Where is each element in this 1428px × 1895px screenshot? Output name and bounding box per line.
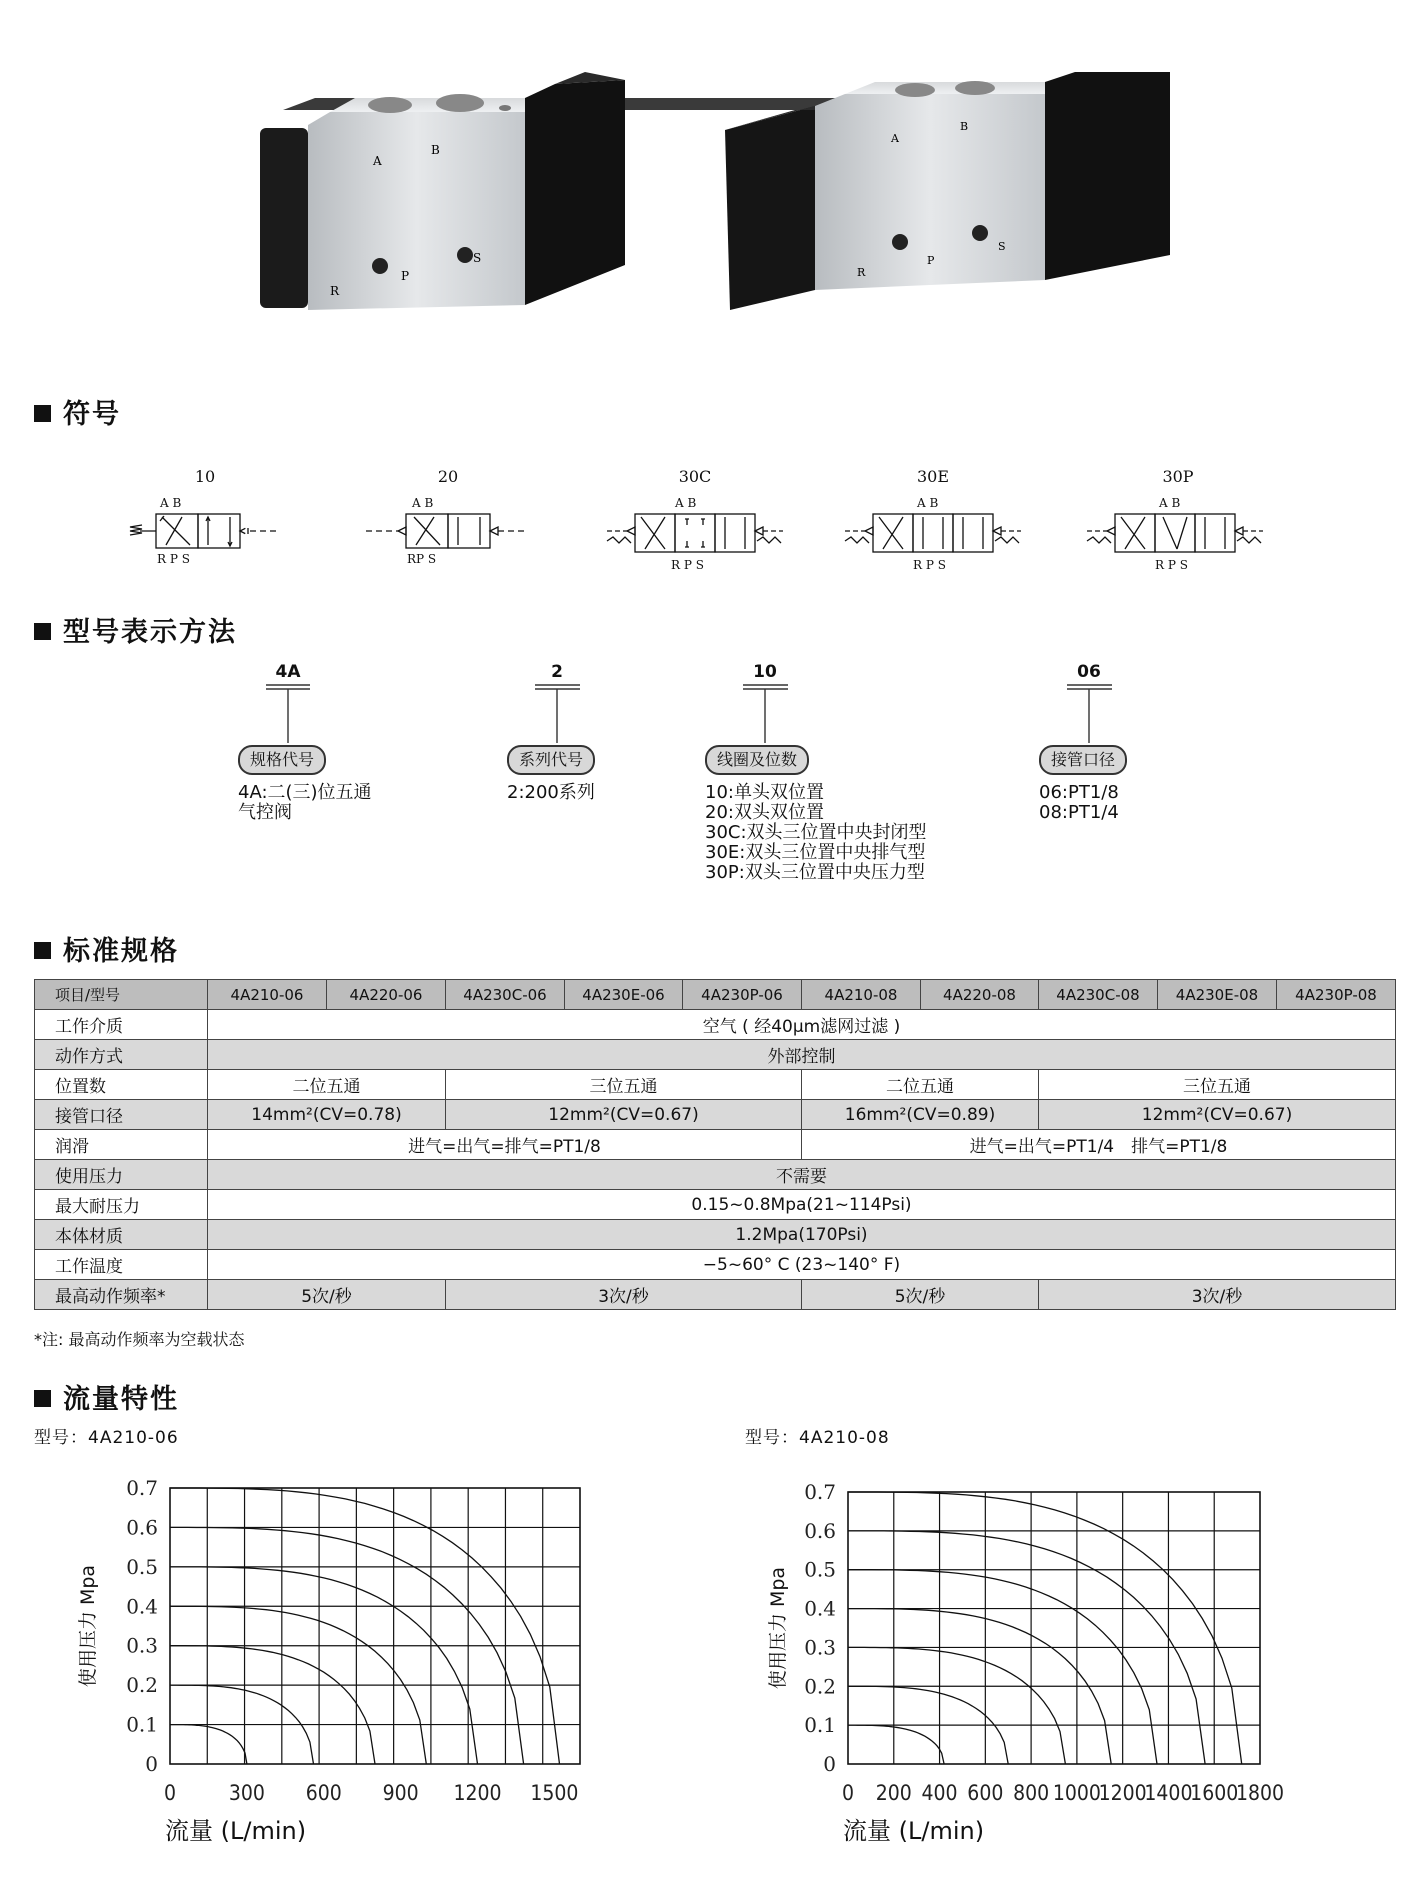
spec-row-label: 工作介质 <box>35 1010 208 1040</box>
svg-text:A B: A B <box>917 496 939 510</box>
x-tick-label: 1400 <box>1144 1781 1193 1805</box>
spec-cell: 进气=出气=排气=PT1/8 <box>208 1130 802 1160</box>
x-tick-label: 300 <box>228 1781 265 1805</box>
symbol-label-10: 10 <box>194 467 216 486</box>
spec-row-temp <box>35 1250 1396 1280</box>
chart-frame <box>848 1492 1260 1764</box>
spec-cell: 0.15~0.8Mpa(21~114Psi) <box>208 1190 1396 1220</box>
spec-cell: 外部控制 <box>208 1040 1396 1070</box>
model-code-4a: 4A <box>275 662 301 682</box>
spec-cell: 不需要 <box>208 1160 1396 1190</box>
svg-text:A B: A B <box>412 496 434 510</box>
model-code-2: 2 <box>551 662 563 682</box>
y-tick-label: 0.7 <box>804 1480 836 1504</box>
x-tick-label: 1000 <box>1052 1781 1101 1805</box>
spec-cell: 三位五通 <box>1039 1070 1396 1100</box>
symbol-label-30c: 30C <box>678 467 712 486</box>
y-tick-label: 0.1 <box>126 1712 158 1737</box>
symbol-label-30p: 30P <box>1162 467 1194 486</box>
spec-cell: 二位五通 <box>802 1070 1039 1100</box>
y-tick-label: 0.3 <box>126 1633 158 1658</box>
valve-symbol-30p <box>1085 495 1265 575</box>
valve2-port-P: P <box>927 254 935 267</box>
svg-text:A B: A B <box>675 496 697 510</box>
svg-text:R P S: R P S <box>1155 558 1188 572</box>
spec-row-medium <box>35 1010 1396 1040</box>
x-tick-label: 800 <box>1013 1781 1050 1805</box>
flow-curve-0.3 <box>848 1647 1065 1764</box>
flow-chart-4a210-06 <box>70 1460 610 1880</box>
svg-text:RP S: RP S <box>407 552 437 566</box>
svg-text:A B: A B <box>1159 496 1181 510</box>
valve1-port-S: S <box>473 251 482 265</box>
spec-cell: 12mm²(CV=0.67) <box>1039 1100 1396 1130</box>
symbol-label-20: 20 <box>437 467 459 486</box>
spec-row-port <box>35 1100 1396 1130</box>
y-tick-label: 0.4 <box>126 1594 158 1619</box>
valve-symbol-20 <box>362 495 532 570</box>
y-axis-label: 使用压力 Mpa <box>767 1566 789 1690</box>
spec-row-freq <box>35 1280 1396 1310</box>
model-code-desc-spec: 4A:二(三)位五通 气控阀 <box>238 782 372 823</box>
spec-row-label: 最高动作频率* <box>35 1280 208 1310</box>
svg-text:R P S: R P S <box>671 558 704 572</box>
y-tick-label: 0.6 <box>126 1515 158 1540</box>
valve2-port-B: B <box>960 120 969 133</box>
x-axis-label: 流量 (L/min) <box>165 1817 307 1845</box>
spec-header-model: 4A210-08 <box>802 980 921 1010</box>
y-tick-label: 0.1 <box>804 1713 836 1738</box>
x-tick-label: 600 <box>305 1781 342 1805</box>
spec-header-model: 4A230E-08 <box>1158 980 1277 1010</box>
svg-text:R P S: R P S <box>913 558 946 572</box>
spec-row-label: 接管口径 <box>35 1100 208 1130</box>
spec-cell: 空气 ( 经40μm滤网过滤 ) <box>208 1010 1396 1040</box>
flow-curve-0.1 <box>848 1725 944 1764</box>
spec-row-positions <box>35 1070 1396 1100</box>
spec-cell: 3次/秒 <box>1039 1280 1396 1310</box>
spec-cell: 二位五通 <box>208 1070 446 1100</box>
y-tick-label: 0.6 <box>804 1518 836 1543</box>
spec-header-model: 4A230C-08 <box>1039 980 1158 1010</box>
flow-curve-0.3 <box>170 1646 375 1764</box>
spec-row-label: 动作方式 <box>35 1040 208 1070</box>
y-tick-label: 0 <box>823 1752 836 1776</box>
spec-row-label: 使用压力 <box>35 1160 208 1190</box>
spec-cell: −5~60° C (23~140° F) <box>208 1250 1396 1280</box>
x-tick-label: 1600 <box>1190 1781 1239 1805</box>
model-code-pill-port: 接管口径 <box>1039 745 1127 775</box>
model-code-pill-series: 系列代号 <box>507 745 595 775</box>
model-code-06: 06 <box>1077 662 1101 682</box>
spec-header-model: 4A220-08 <box>921 980 1039 1010</box>
svg-text:A B: A B <box>160 496 182 510</box>
x-tick-label: 900 <box>382 1781 419 1805</box>
spec-cell: 三位五通 <box>446 1070 802 1100</box>
spec-header-row <box>35 980 1396 1010</box>
x-tick-label: 0 <box>163 1781 177 1805</box>
spec-row-label: 润滑 <box>35 1130 208 1160</box>
valve1-port-R: R <box>330 284 340 298</box>
spec-row-label: 工作温度 <box>35 1250 208 1280</box>
y-tick-label: 0.2 <box>126 1673 158 1698</box>
model-code-pill-coil: 线圈及位数 <box>705 745 809 775</box>
section-title-spec: 标准规格 <box>34 929 179 968</box>
spec-row-label: 位置数 <box>35 1070 208 1100</box>
spec-row-label: 本体材质 <box>35 1220 208 1250</box>
spec-header-model: 4A230P-08 <box>1277 980 1396 1010</box>
spec-cell: 5次/秒 <box>802 1280 1039 1310</box>
valve-symbol-30c <box>605 495 785 575</box>
spec-row-label: 最大耐压力 <box>35 1190 208 1220</box>
spec-cell: 进气=出气=PT1/4 排气=PT1/8 <box>802 1130 1396 1160</box>
flow-curve-0.7 <box>170 1488 560 1764</box>
y-tick-label: 0.5 <box>126 1554 158 1579</box>
model-code-pill-spec: 规格代号 <box>238 745 326 775</box>
x-tick-label: 200 <box>875 1781 912 1805</box>
valve1-port-B: B <box>431 143 440 157</box>
y-axis-label: 使用压力 Mpa <box>77 1564 99 1688</box>
y-tick-label: 0.2 <box>804 1674 836 1699</box>
spec-cell: 16mm²(CV=0.89) <box>802 1100 1039 1130</box>
spec-header-model: 4A210-06 <box>208 980 327 1010</box>
symbol-label-30e: 30E <box>916 467 950 486</box>
flow-curve-0.7 <box>848 1492 1242 1764</box>
valve-symbol-30e <box>843 495 1023 575</box>
spec-header-item: 项目/型号 <box>35 980 208 1010</box>
valve-symbol-10 <box>120 495 290 570</box>
model-code-10: 10 <box>753 662 777 682</box>
valve2-port-R: R <box>857 266 866 279</box>
section-title-flow: 流量特性 <box>34 1377 179 1416</box>
chart1-model-title: 型号：4A210-06 <box>34 1428 179 1448</box>
spec-header-model: 4A230E-06 <box>565 980 683 1010</box>
spec-cell: 12mm²(CV=0.67) <box>446 1100 802 1130</box>
x-tick-label: 1200 <box>453 1781 502 1805</box>
valve2-port-A: A <box>891 132 899 145</box>
x-tick-label: 0 <box>841 1781 855 1805</box>
flow-curve-0.1 <box>170 1725 247 1764</box>
spec-row-lube <box>35 1130 1396 1160</box>
product-photo <box>255 70 1265 330</box>
spec-table <box>34 979 1396 1310</box>
spec-row-action <box>35 1040 1396 1070</box>
y-tick-label: 0.5 <box>804 1557 836 1582</box>
spec-header-model: 4A220-06 <box>327 980 446 1010</box>
spec-cell: 14mm²(CV=0.78) <box>208 1100 446 1130</box>
chart2-model-title: 型号：4A210-08 <box>745 1428 890 1448</box>
spec-cell: 1.2Mpa(170Psi) <box>208 1220 1396 1250</box>
y-tick-label: 0 <box>145 1752 158 1776</box>
model-code-desc-series: 2:200系列 <box>507 782 595 803</box>
spec-cell: 5次/秒 <box>208 1280 446 1310</box>
x-tick-label: 1500 <box>530 1781 579 1805</box>
y-tick-label: 0.7 <box>126 1476 158 1500</box>
model-code-desc-coil: 10:单头双位置 20:双头双位置 30C:双头三位置中央封闭型 30E:双头三位置中央排气型 30P:双头三位置中央压力型 <box>705 782 927 883</box>
section-title-model-code: 型号表示方法 <box>34 610 237 649</box>
x-tick-label: 600 <box>967 1781 1004 1805</box>
valve1-port-A: A <box>373 154 382 168</box>
spec-header-model: 4A230P-06 <box>683 980 802 1010</box>
x-tick-label: 1200 <box>1098 1781 1147 1805</box>
spec-row-material <box>35 1220 1396 1250</box>
y-tick-label: 0.3 <box>804 1635 836 1660</box>
spec-row-max-pressure <box>35 1190 1396 1220</box>
spec-note: *注: 最高动作频率为空载状态 <box>34 1330 245 1349</box>
valve2-port-S: S <box>998 240 1006 253</box>
model-code-desc-port: 06:PT1/8 08:PT1/4 <box>1039 782 1119 823</box>
x-tick-label: 400 <box>921 1781 958 1805</box>
x-tick-label: 1800 <box>1235 1781 1285 1805</box>
flow-chart-4a210-08 <box>760 1460 1300 1880</box>
spec-header-model: 4A230C-06 <box>446 980 565 1010</box>
valve1-port-P: P <box>401 269 410 283</box>
x-axis-label: 流量 (L/min) <box>843 1817 985 1845</box>
spec-row-use-pressure <box>35 1160 1396 1190</box>
svg-text:R P S: R P S <box>157 552 190 566</box>
y-tick-label: 0.4 <box>804 1596 836 1621</box>
spec-cell: 3次/秒 <box>446 1280 802 1310</box>
section-title-symbol: 符号 <box>34 392 121 431</box>
